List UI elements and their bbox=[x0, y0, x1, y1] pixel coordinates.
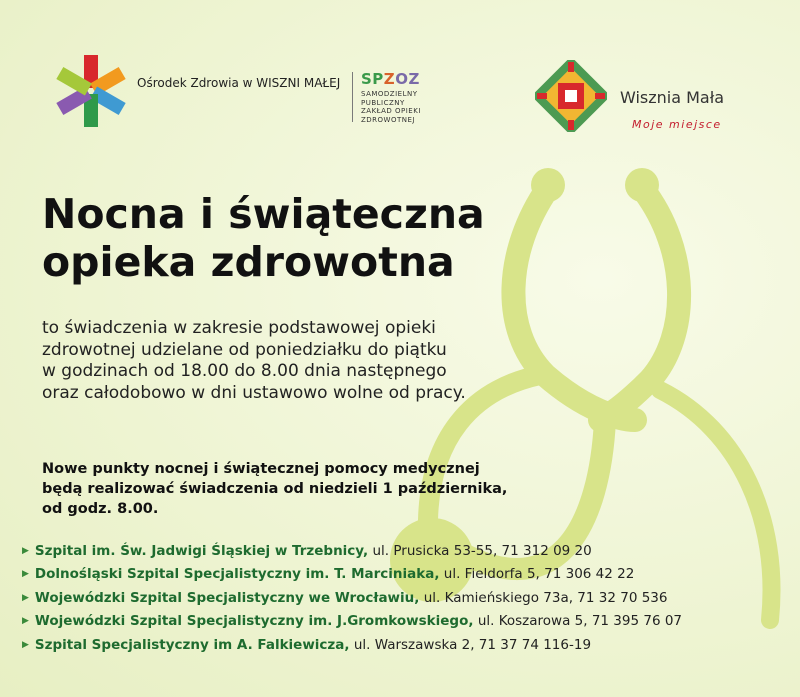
page-title: Nocna i świąteczna opieka zdrowotna bbox=[42, 190, 485, 286]
logo-divider bbox=[352, 72, 353, 122]
arrow-right-icon: ▶ bbox=[22, 616, 29, 627]
list-item: ▶ Wojewódzki Szpital Specjalistyczny im. J.Gromkowskiego, ul. Koszarowa 5, 71 395 76 07 bbox=[22, 613, 682, 630]
list-item: ▶ Szpital im. Św. Jadwigi Śląskiej w Trzebnicy, ul. Prusicka 53-55, 71 312 09 20 bbox=[22, 542, 592, 559]
spzoz-logo-text: SPZOZ bbox=[361, 70, 420, 88]
list-item: ▶ Szpital Specjalistyczny im A. Falkiewicza, ul. Warszawska 2, 71 37 74 116-19 bbox=[22, 636, 592, 653]
clinic-name: Ośrodek Zdrowia w WISZNI MAŁEJ bbox=[137, 76, 341, 90]
intro-text: to świadczenia w zakresie podstawowej opieki zdrowotnej udzielane od poniedziałku do piątku w godzinach od 18.00 do 8.00 dnia następnego oraz całodobowo w dni ustawowo wolne od pracy. bbox=[42, 318, 466, 403]
arrow-right-icon: ▶ bbox=[22, 545, 29, 556]
wisznia-mala-emblem-icon bbox=[535, 60, 607, 132]
list-item: ▶ Wojewódzki Szpital Specjalistyczny we Wrocławiu, ul. Kamieńskiego 73a, 71 32 70 536 bbox=[22, 589, 668, 606]
hospital-list bbox=[22, 539, 682, 657]
arrow-right-icon: ▶ bbox=[22, 569, 29, 580]
arrow-right-icon: ▶ bbox=[22, 592, 29, 603]
municipality-name: Wisznia Mała bbox=[620, 88, 725, 107]
arrow-right-icon: ▶ bbox=[22, 639, 29, 650]
list-item: ▶ Dolnośląski Szpital Specjalistyczny im. T. Marciniaka, ul. Fieldorfa 5, 71 306 42 22 bbox=[22, 566, 635, 583]
notice-text: Nowe punkty nocnej i świątecznej pomocy medycznej będą realizować świadczenia od niedzieli 1 października, od godz. 8.00. bbox=[42, 461, 508, 517]
municipality-tagline: Moje miejsce bbox=[632, 118, 722, 131]
clinic-logo-icon bbox=[55, 55, 127, 127]
spzoz-subtitle: SAMODZIELNY PUBLICZNY ZAKŁAD OPIEKI ZDROWOTNEJ bbox=[361, 90, 421, 124]
